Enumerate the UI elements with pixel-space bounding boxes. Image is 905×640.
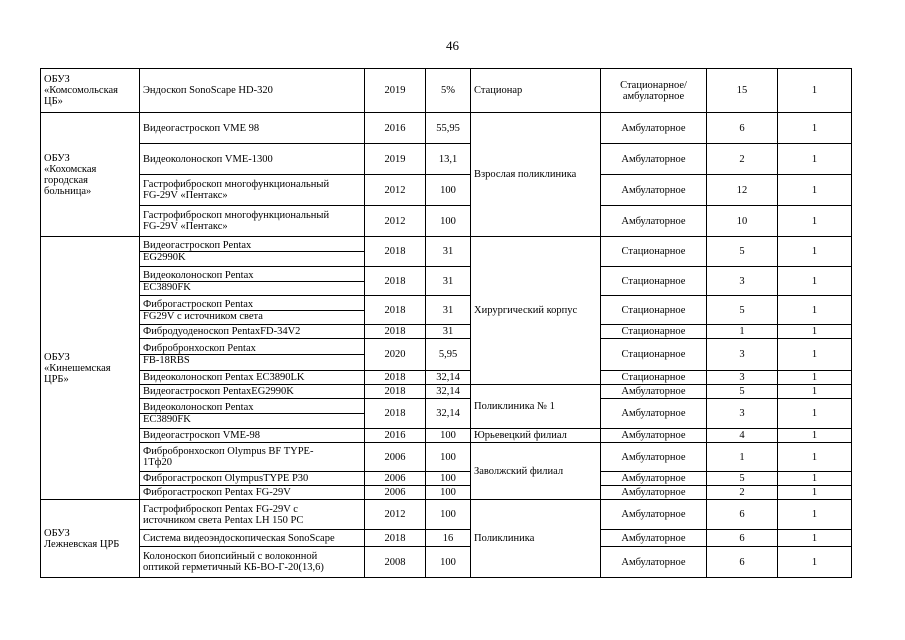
qty-cell: 1: [778, 486, 852, 500]
device-cell: Фиброгастроскоп Pentax FG29V с источником света: [140, 296, 365, 325]
year-cell: 2018: [365, 371, 426, 385]
year-cell: 2018: [365, 325, 426, 339]
device-cell: Видеоколоноскоп Pentax EC3890FK: [140, 399, 365, 429]
wear-cell: 32,14: [426, 371, 471, 385]
count-cell: 5: [707, 296, 778, 325]
count-cell: 3: [707, 339, 778, 371]
mode-cell: Амбулаторное: [601, 486, 707, 500]
org-cell: ОБУЗ Лежневская ЦРБ: [41, 500, 140, 578]
count-cell: 1: [707, 325, 778, 339]
wear-cell: 100: [426, 443, 471, 472]
device-cell: Гастрофиброскоп многофункциональный FG-29V «Пентакс»: [140, 206, 365, 237]
wear-cell: 55,95: [426, 113, 471, 144]
mode-cell: Амбулаторное: [601, 547, 707, 578]
year-cell: 2020: [365, 339, 426, 371]
qty-cell: 1: [778, 237, 852, 267]
wear-cell: 31: [426, 296, 471, 325]
qty-cell: 1: [778, 339, 852, 371]
year-cell: 2016: [365, 113, 426, 144]
device-cell: Фиброгастроскоп Pentax FG-29V: [140, 486, 365, 500]
place-cell: Хирургический корпус: [471, 237, 601, 385]
count-cell: 4: [707, 429, 778, 443]
device-cell: Видеогастроскоп VME-98: [140, 429, 365, 443]
mode-cell: Стационарное: [601, 339, 707, 371]
year-cell: 2008: [365, 547, 426, 578]
year-cell: 2018: [365, 399, 426, 429]
wear-cell: 100: [426, 206, 471, 237]
wear-cell: 16: [426, 530, 471, 547]
count-cell: 1: [707, 443, 778, 472]
device-cell: Видеогастроскоп VME 98: [140, 113, 365, 144]
page-number: 46: [446, 38, 459, 53]
qty-cell: 1: [778, 547, 852, 578]
count-cell: 3: [707, 399, 778, 429]
wear-cell: 32,14: [426, 399, 471, 429]
place-cell: Стационар: [471, 69, 601, 113]
table-row: [41, 371, 852, 385]
table-row: [41, 399, 852, 429]
device-cell: Гастрофиброскоп многофункциональный FG-29V «Пентакс»: [140, 175, 365, 206]
place-cell: Юрьевецкий филиал: [471, 429, 601, 443]
device-cell: Фибробронхоскоп Olympus BF TYPE- 1Тф20: [140, 443, 365, 472]
table-row: [41, 267, 852, 296]
device-cell: Видеогастроскоп PentaxEG2990K: [140, 385, 365, 399]
table-row: [41, 500, 852, 530]
device-cell: Видеоколоноскоп Pentax EC3890LK: [140, 371, 365, 385]
count-cell: 2: [707, 486, 778, 500]
device-cell: Гастрофиброскоп Pentax FG-29V с источником света Pentax LH 150 PC: [140, 500, 365, 530]
count-cell: 3: [707, 267, 778, 296]
qty-cell: 1: [778, 113, 852, 144]
table-row: [41, 144, 852, 175]
year-cell: 2006: [365, 486, 426, 500]
year-cell: 2016: [365, 429, 426, 443]
mode-cell: Стационарное: [601, 267, 707, 296]
qty-cell: 1: [778, 472, 852, 486]
year-cell: 2006: [365, 472, 426, 486]
org-cell: ОБУЗ «Кинешемская ЦРБ»: [41, 237, 140, 500]
qty-cell: 1: [778, 325, 852, 339]
device-cell: Система видеоэндоскопическая SonoScape: [140, 530, 365, 547]
wear-cell: 100: [426, 429, 471, 443]
table-row: [41, 339, 852, 371]
place-cell: Поликлиника № 1: [471, 385, 601, 429]
mode-cell: Стационарное: [601, 371, 707, 385]
count-cell: 10: [707, 206, 778, 237]
qty-cell: 1: [778, 371, 852, 385]
table-row: [41, 472, 852, 486]
wear-cell: 100: [426, 175, 471, 206]
table-row: [41, 206, 852, 237]
place-cell: Заволжский филиал: [471, 443, 601, 500]
wear-cell: 100: [426, 486, 471, 500]
table-row: [41, 69, 852, 113]
table-row: [41, 325, 852, 339]
year-cell: 2019: [365, 69, 426, 113]
table-row: [41, 486, 852, 500]
year-cell: 2018: [365, 530, 426, 547]
year-cell: 2018: [365, 237, 426, 267]
qty-cell: 1: [778, 144, 852, 175]
count-cell: 6: [707, 500, 778, 530]
device-cell: Видеоколоноскоп VME-1300: [140, 144, 365, 175]
wear-cell: 100: [426, 547, 471, 578]
device-cell: Фибродуоденоскоп PentaxFD-34V2: [140, 325, 365, 339]
count-cell: 6: [707, 113, 778, 144]
device-cell: Фибробронхоскоп Pentax FB-18RBS: [140, 339, 365, 371]
table-row: [41, 385, 852, 399]
mode-cell: Стационарное/ амбулаторное: [601, 69, 707, 113]
year-cell: 2018: [365, 296, 426, 325]
place-cell: Поликлиника: [471, 500, 601, 578]
wear-cell: 100: [426, 472, 471, 486]
count-cell: 5: [707, 237, 778, 267]
wear-cell: 100: [426, 500, 471, 530]
table-row: [41, 443, 852, 472]
place-cell: Взрослая поликлиника: [471, 113, 601, 237]
table-row: [41, 175, 852, 206]
mode-cell: Амбулаторное: [601, 175, 707, 206]
wear-cell: 31: [426, 237, 471, 267]
wear-cell: 13,1: [426, 144, 471, 175]
qty-cell: 1: [778, 399, 852, 429]
device-cell: Фиброгастроскоп OlympusTYPE P30: [140, 472, 365, 486]
mode-cell: Амбулаторное: [601, 500, 707, 530]
count-cell: 5: [707, 472, 778, 486]
year-cell: 2018: [365, 385, 426, 399]
count-cell: 6: [707, 530, 778, 547]
device-cell: Эндоскоп SonoScape HD-320: [140, 69, 365, 113]
count-cell: 6: [707, 547, 778, 578]
table-row: [41, 547, 852, 578]
qty-cell: 1: [778, 429, 852, 443]
wear-cell: 5%: [426, 69, 471, 113]
table-row: [41, 296, 852, 325]
device-cell: Видеогастроскоп Pentax EG2990K: [140, 237, 365, 267]
device-cell: Видеоколоноскоп Pentax EC3890FK: [140, 267, 365, 296]
count-cell: 5: [707, 385, 778, 399]
qty-cell: 1: [778, 206, 852, 237]
org-cell: ОБУЗ «Кохомская городская больница»: [41, 113, 140, 237]
mode-cell: Стационарное: [601, 237, 707, 267]
mode-cell: Стационарное: [601, 296, 707, 325]
table-row: [41, 429, 852, 443]
mode-cell: Стационарное: [601, 325, 707, 339]
mode-cell: Амбулаторное: [601, 206, 707, 237]
device-cell: Колоноскоп биопсийный с волоконной оптикой герметичный КБ-ВО-Г-20(13,6): [140, 547, 365, 578]
year-cell: 2012: [365, 500, 426, 530]
wear-cell: 5,95: [426, 339, 471, 371]
qty-cell: 1: [778, 296, 852, 325]
mode-cell: Амбулаторное: [601, 144, 707, 175]
year-cell: 2012: [365, 175, 426, 206]
qty-cell: 1: [778, 500, 852, 530]
wear-cell: 31: [426, 325, 471, 339]
table-row: [41, 113, 852, 144]
qty-cell: 1: [778, 443, 852, 472]
count-cell: 12: [707, 175, 778, 206]
qty-cell: 1: [778, 530, 852, 547]
count-cell: 2: [707, 144, 778, 175]
table-row: [41, 237, 852, 267]
org-cell: ОБУЗ «Комсомольская ЦБ»: [41, 69, 140, 113]
qty-cell: 1: [778, 385, 852, 399]
count-cell: 3: [707, 371, 778, 385]
mode-cell: Амбулаторное: [601, 399, 707, 429]
wear-cell: 31: [426, 267, 471, 296]
year-cell: 2018: [365, 267, 426, 296]
year-cell: 2012: [365, 206, 426, 237]
qty-cell: 1: [778, 267, 852, 296]
year-cell: 2019: [365, 144, 426, 175]
table-row: [41, 530, 852, 547]
qty-cell: 1: [778, 175, 852, 206]
qty-cell: 1: [778, 69, 852, 113]
equipment-table: [40, 68, 852, 578]
wear-cell: 32,14: [426, 385, 471, 399]
mode-cell: Амбулаторное: [601, 530, 707, 547]
mode-cell: Амбулаторное: [601, 113, 707, 144]
mode-cell: Амбулаторное: [601, 385, 707, 399]
mode-cell: Амбулаторное: [601, 443, 707, 472]
mode-cell: Амбулаторное: [601, 472, 707, 486]
mode-cell: Амбулаторное: [601, 429, 707, 443]
count-cell: 15: [707, 69, 778, 113]
year-cell: 2006: [365, 443, 426, 472]
